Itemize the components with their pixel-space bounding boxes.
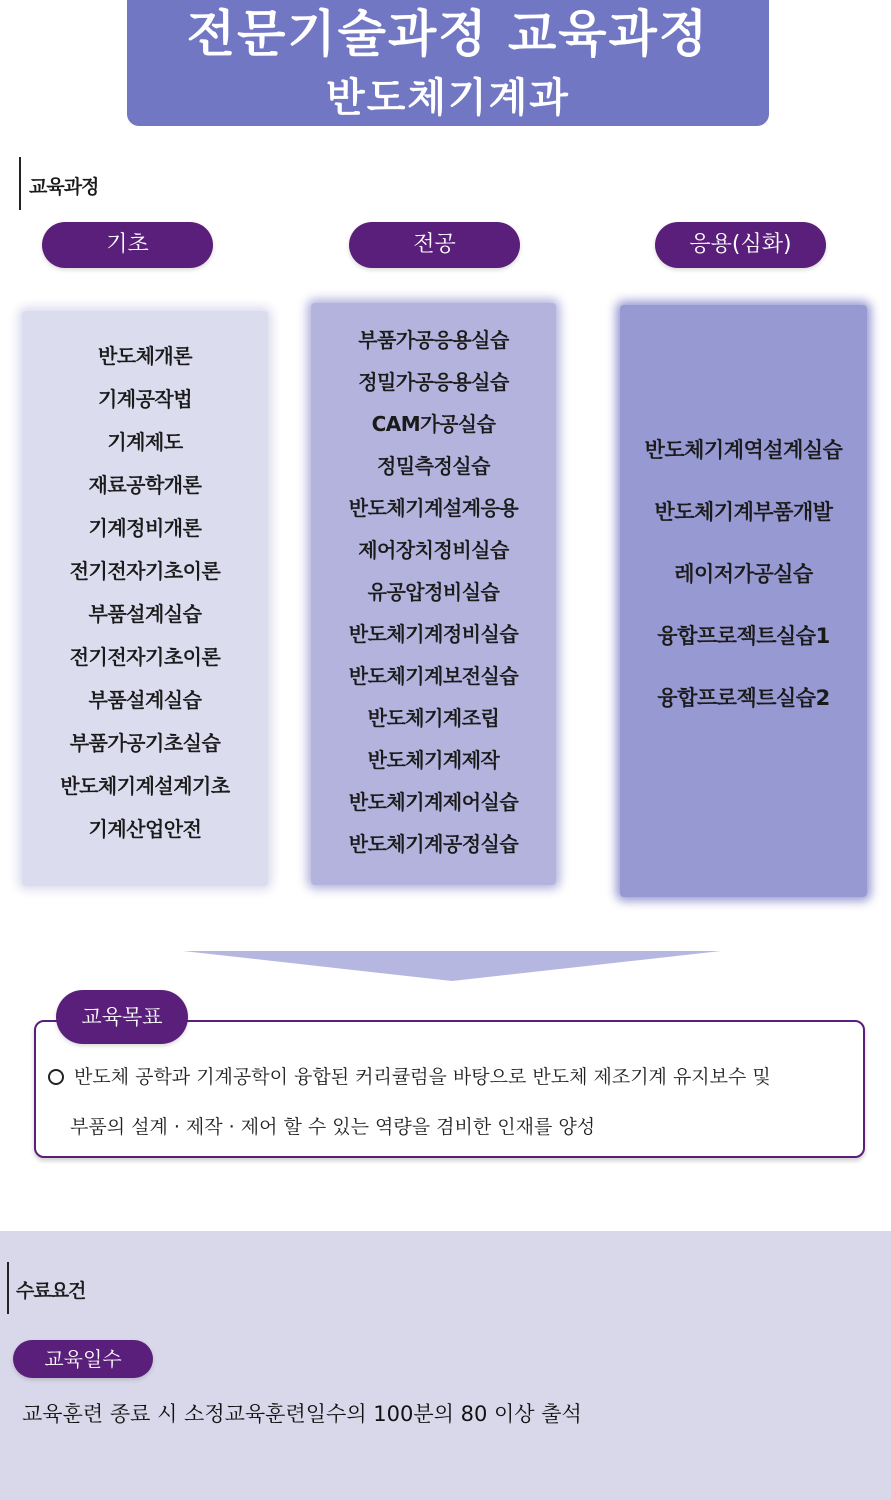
advanced-course-column	[620, 305, 867, 897]
down-arrow-icon	[183, 951, 721, 983]
page-title: 전문기술과정 교육과정	[186, 5, 710, 63]
course-item: 제어장치정비실습	[358, 538, 509, 562]
section-divider	[19, 157, 21, 210]
course-item: 정밀가공응용실습	[358, 370, 509, 394]
course-item: 반도체기계제작	[367, 748, 500, 772]
goal-line-1: 반도체 공학과 기계공학이 융합된 커리큘럼을 바탕으로 반도체 제조기계 유지보수 및	[74, 1066, 771, 1088]
pill-basic: 기초	[42, 222, 213, 268]
course-item: 반도체기계설계기초	[60, 774, 230, 798]
course-item: 부품가공기초실습	[69, 731, 221, 755]
basic-course-column	[22, 311, 268, 886]
course-item: 반도체기계보전실습	[348, 664, 519, 688]
course-item: 반도체기계조립	[367, 706, 500, 730]
days-label: 교육일수	[13, 1340, 153, 1378]
course-item: 융합프로젝트실습1	[657, 624, 830, 648]
course-item: 레이저가공실습	[674, 562, 813, 586]
title-banner	[127, 0, 769, 126]
course-item: 정밀측정실습	[377, 454, 490, 478]
course-item: 반도체기계설계응용	[348, 496, 519, 520]
circle-bullet-icon	[48, 1069, 64, 1085]
goal-text	[48, 1052, 848, 1152]
course-item: 기계공작법	[97, 387, 193, 411]
course-item: 반도체기계정비실습	[348, 622, 519, 646]
major-course-column	[311, 303, 556, 885]
course-item: 반도체기계제어실습	[348, 790, 519, 814]
course-item: 기계정비개론	[88, 516, 202, 540]
pill-major: 전공	[349, 222, 520, 268]
course-item: CAM가공실습	[371, 412, 496, 436]
course-item: 전기전자기초이론	[69, 559, 221, 583]
curriculum-heading: 교육과정	[29, 176, 99, 198]
course-item: 반도체개론	[97, 344, 193, 368]
course-item: 기계산업안전	[88, 817, 202, 841]
course-item: 부품설계실습	[88, 602, 202, 626]
course-item: 반도체기계부품개발	[654, 500, 833, 524]
page-subtitle: 반도체기계과	[326, 75, 570, 121]
course-item: 유공압정비실습	[367, 580, 500, 604]
completion-heading: 수료요건	[16, 1280, 86, 1302]
course-item: 재료공학개론	[88, 473, 202, 497]
course-item: 부품가공응용실습	[358, 328, 509, 352]
section-divider	[7, 1262, 9, 1314]
goal-label: 교육목표	[56, 990, 188, 1044]
course-item: 기계제도	[107, 430, 183, 454]
course-item: 반도체기계공정실습	[348, 832, 519, 856]
completion-text: 교육훈련 종료 시 소정교육훈련일수의 100분의 80 이상 출석	[22, 1402, 582, 1426]
course-item: 전기전자기초이론	[69, 645, 221, 669]
goal-line-2: 부품의 설계 · 제작 · 제어 할 수 있는 역량을 겸비한 인재를 양성	[70, 1116, 596, 1138]
pill-advanced: 응용(심화)	[655, 222, 826, 268]
course-item: 부품설계실습	[88, 688, 202, 712]
course-item: 융합프로젝트실습2	[657, 686, 830, 710]
course-item: 반도체기계역설계실습	[644, 438, 843, 462]
